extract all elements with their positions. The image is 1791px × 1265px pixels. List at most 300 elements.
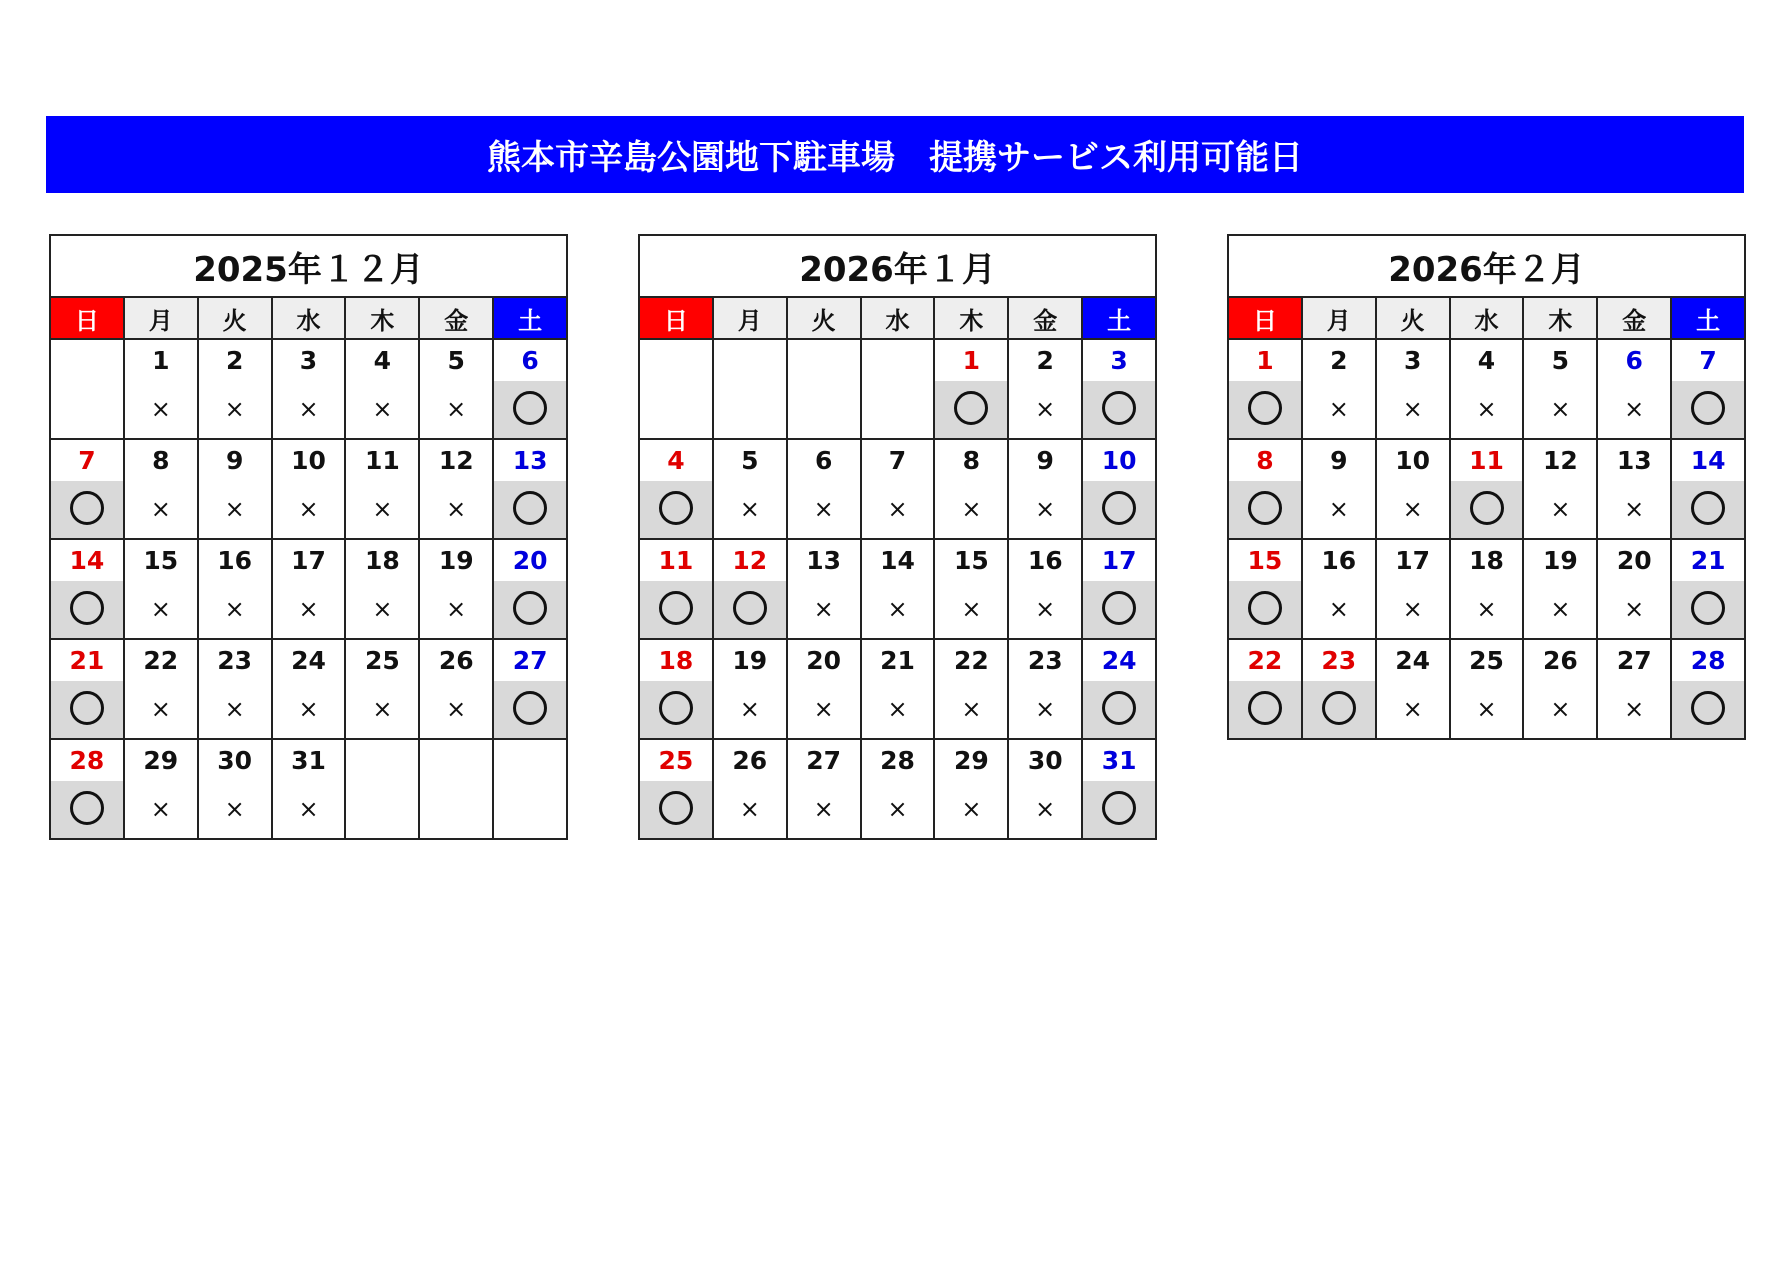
- day-cell: [713, 639, 787, 739]
- unavailable-mark: ×: [739, 495, 760, 523]
- available-mark: [640, 681, 712, 738]
- unavailable-mark: ×: [887, 495, 908, 523]
- available-circle-icon: [733, 591, 767, 625]
- available-mark: [494, 581, 566, 638]
- day-cell: [1597, 439, 1671, 539]
- unavailable-mark: ×: [224, 795, 245, 823]
- unavailable-mark: ×: [224, 595, 245, 623]
- unavailable-mark: ×: [1624, 595, 1645, 623]
- day-cell: [124, 539, 198, 639]
- empty-day-cell: [639, 339, 713, 439]
- unavailable-mark: ×: [150, 495, 171, 523]
- day-number: 19: [438, 546, 474, 575]
- day-number: 25: [364, 646, 400, 675]
- day-cell: [1082, 539, 1156, 639]
- day-number: 30: [217, 746, 253, 775]
- available-circle-icon: [1248, 691, 1282, 725]
- calendar-title-row: [50, 235, 567, 297]
- available-mark: [51, 781, 123, 838]
- unavailable-mark: ×: [1402, 695, 1423, 723]
- available-mark: [494, 381, 566, 438]
- day-number: 4: [1477, 346, 1496, 375]
- day-cell: [1302, 339, 1376, 439]
- available-mark: [51, 681, 123, 738]
- day-cell: [345, 339, 419, 439]
- day-number: 3: [299, 346, 318, 375]
- empty-day-cell: [493, 739, 567, 839]
- day-cell: [272, 439, 346, 539]
- unavailable-mark: ×: [813, 595, 834, 623]
- day-cell: [787, 439, 861, 539]
- day-number: 26: [438, 646, 474, 675]
- weekday-header-row: [639, 297, 1156, 339]
- day-cell: [639, 439, 713, 539]
- weekday-header-5: 金: [419, 297, 493, 339]
- week-row: [1228, 339, 1745, 439]
- day-number: 10: [1395, 446, 1431, 475]
- day-cell: [345, 439, 419, 539]
- calendar-title-row: [639, 235, 1156, 297]
- day-number: 24: [1101, 646, 1137, 675]
- weekday-header-0: 日: [50, 297, 124, 339]
- day-number: 17: [1101, 546, 1137, 575]
- day-number: 29: [143, 746, 179, 775]
- day-cell: [345, 639, 419, 739]
- week-row: [1228, 539, 1745, 639]
- day-number: 27: [1616, 646, 1652, 675]
- day-number: 19: [732, 646, 768, 675]
- unavailable-mark: ×: [298, 595, 319, 623]
- day-number: 16: [1027, 546, 1063, 575]
- weekday-header-0: 日: [639, 297, 713, 339]
- unavailable-mark: ×: [224, 395, 245, 423]
- day-cell: [198, 339, 272, 439]
- day-cell: [272, 539, 346, 639]
- day-cell: [1302, 439, 1376, 539]
- week-row: [50, 739, 567, 839]
- day-cell: [50, 539, 124, 639]
- day-cell: [198, 539, 272, 639]
- day-cell: [1671, 539, 1745, 639]
- weekday-header-6: 土: [1671, 297, 1745, 339]
- day-number: 4: [667, 446, 685, 475]
- day-cell: [1450, 639, 1524, 739]
- day-cell: [1302, 539, 1376, 639]
- day-number: 2: [1330, 346, 1348, 375]
- unavailable-mark: ×: [1035, 795, 1056, 823]
- day-cell: [1523, 339, 1597, 439]
- unavailable-mark: ×: [1035, 395, 1056, 423]
- available-circle-icon: [1691, 491, 1725, 525]
- weekday-header-1: 月: [124, 297, 198, 339]
- day-number: 15: [953, 546, 989, 575]
- day-number: 22: [953, 646, 989, 675]
- day-cell: [1523, 539, 1597, 639]
- page-title: 熊本市辛島公園地下駐車場 提携サービス利用可能日: [487, 138, 1303, 178]
- day-cell: [1671, 439, 1745, 539]
- unavailable-mark: ×: [739, 695, 760, 723]
- week-row: [639, 739, 1156, 839]
- day-cell: [934, 439, 1008, 539]
- day-cell: [1082, 739, 1156, 839]
- available-circle-icon: [1102, 691, 1136, 725]
- unavailable-mark: ×: [298, 395, 319, 423]
- day-number: 12: [732, 546, 768, 575]
- unavailable-mark: ×: [1476, 695, 1497, 723]
- weekday-header-3: 水: [861, 297, 935, 339]
- weekday-header-1: 月: [1302, 297, 1376, 339]
- available-circle-icon: [1102, 391, 1136, 425]
- day-number: 31: [1101, 746, 1137, 775]
- day-number: 7: [78, 446, 96, 475]
- day-cell: [787, 739, 861, 839]
- empty-day-cell: [345, 739, 419, 839]
- weekday-header-row: [1228, 297, 1745, 339]
- day-number: 6: [1625, 346, 1643, 375]
- calendar-december-2025: [49, 234, 568, 840]
- day-number: 25: [658, 746, 694, 775]
- day-number: 1: [1256, 346, 1274, 375]
- day-number: 27: [806, 746, 842, 775]
- available-mark: [640, 481, 712, 538]
- week-row: [50, 539, 567, 639]
- day-number: 8: [962, 446, 981, 475]
- available-circle-icon: [1691, 691, 1725, 725]
- unavailable-mark: ×: [813, 495, 834, 523]
- day-cell: [639, 639, 713, 739]
- day-number: 15: [143, 546, 179, 575]
- day-cell: [1008, 739, 1082, 839]
- weekday-header-2: 火: [1376, 297, 1450, 339]
- day-cell: [1450, 539, 1524, 639]
- empty-day-cell: [787, 339, 861, 439]
- day-number: 28: [69, 746, 105, 775]
- unavailable-mark: ×: [739, 795, 760, 823]
- day-number: 30: [1027, 746, 1063, 775]
- day-number: 21: [880, 646, 915, 675]
- day-number: 17: [1395, 546, 1431, 575]
- day-number: 2: [1036, 346, 1054, 375]
- unavailable-mark: ×: [372, 495, 393, 523]
- unavailable-mark: ×: [298, 495, 319, 523]
- week-row: [639, 339, 1156, 439]
- unavailable-mark: ×: [446, 395, 467, 423]
- day-number: 14: [69, 546, 105, 575]
- day-cell: [1082, 639, 1156, 739]
- available-mark: [51, 481, 123, 538]
- day-cell: [934, 639, 1008, 739]
- day-number: 5: [741, 446, 759, 475]
- day-cell: [198, 439, 272, 539]
- day-cell: [1082, 439, 1156, 539]
- day-number: 12: [1542, 446, 1578, 475]
- day-cell: [419, 639, 493, 739]
- available-circle-icon: [70, 591, 104, 625]
- weekday-header-5: 金: [1008, 297, 1082, 339]
- day-cell: [50, 439, 124, 539]
- available-mark: [1229, 481, 1301, 538]
- unavailable-mark: ×: [1550, 495, 1571, 523]
- day-cell: [639, 539, 713, 639]
- day-number: 6: [814, 446, 833, 475]
- day-number: 18: [658, 646, 694, 675]
- available-mark: [1672, 481, 1744, 538]
- day-cell: [713, 439, 787, 539]
- day-number: 5: [1551, 346, 1570, 375]
- unavailable-mark: ×: [372, 395, 393, 423]
- day-cell: [1376, 339, 1450, 439]
- unavailable-mark: ×: [1402, 595, 1423, 623]
- empty-day-cell: [861, 339, 935, 439]
- available-circle-icon: [1102, 591, 1136, 625]
- unavailable-mark: ×: [961, 695, 982, 723]
- available-circle-icon: [1248, 491, 1282, 525]
- day-number: 23: [1027, 646, 1063, 675]
- unavailable-mark: ×: [1476, 595, 1497, 623]
- unavailable-mark: ×: [1035, 695, 1056, 723]
- day-number: 14: [880, 546, 915, 575]
- unavailable-mark: ×: [446, 695, 467, 723]
- unavailable-mark: ×: [298, 795, 319, 823]
- unavailable-mark: ×: [961, 795, 982, 823]
- day-number: 31: [291, 746, 326, 775]
- day-cell: [1450, 339, 1524, 439]
- available-circle-icon: [1248, 591, 1282, 625]
- week-row: [639, 439, 1156, 539]
- calendar-january-2026: [638, 234, 1157, 840]
- day-cell: [1228, 639, 1302, 739]
- available-mark: [494, 681, 566, 738]
- available-mark: [1672, 681, 1744, 738]
- available-circle-icon: [513, 491, 547, 525]
- available-mark: [1083, 781, 1155, 838]
- day-number: 1: [152, 346, 170, 375]
- weekday-header-1: 月: [713, 297, 787, 339]
- day-cell: [1597, 639, 1671, 739]
- day-number: 7: [888, 446, 907, 475]
- day-cell: [1523, 639, 1597, 739]
- weekday-header-0: 日: [1228, 297, 1302, 339]
- day-cell: [124, 739, 198, 839]
- day-cell: [493, 639, 567, 739]
- day-number: 11: [1469, 446, 1504, 475]
- day-number: 3: [1110, 346, 1128, 375]
- day-number: 15: [1247, 546, 1283, 575]
- available-mark: [51, 581, 123, 638]
- day-number: 5: [447, 346, 465, 375]
- day-number: 16: [217, 546, 253, 575]
- day-number: 22: [143, 646, 179, 675]
- day-cell: [1376, 639, 1450, 739]
- day-number: 2: [225, 346, 244, 375]
- day-number: 19: [1542, 546, 1578, 575]
- available-circle-icon: [1102, 491, 1136, 525]
- day-number: 14: [1690, 446, 1726, 475]
- day-number: 23: [1321, 646, 1357, 675]
- unavailable-mark: ×: [372, 595, 393, 623]
- available-circle-icon: [1102, 791, 1136, 825]
- available-mark: [1672, 581, 1744, 638]
- day-cell: [272, 739, 346, 839]
- week-row: [1228, 639, 1745, 739]
- weekday-header-2: 火: [198, 297, 272, 339]
- available-mark: [1083, 381, 1155, 438]
- day-number: 7: [1699, 346, 1717, 375]
- day-cell: [493, 439, 567, 539]
- unavailable-mark: ×: [224, 695, 245, 723]
- empty-day-cell: [419, 739, 493, 839]
- unavailable-mark: ×: [1328, 595, 1349, 623]
- unavailable-mark: ×: [150, 795, 171, 823]
- day-cell: [787, 639, 861, 739]
- unavailable-mark: ×: [224, 495, 245, 523]
- available-circle-icon: [513, 691, 547, 725]
- day-cell: [124, 439, 198, 539]
- day-number: 21: [69, 646, 105, 675]
- day-number: 29: [953, 746, 989, 775]
- day-cell: [639, 739, 713, 839]
- day-number: 10: [1101, 446, 1137, 475]
- day-number: 10: [291, 446, 326, 475]
- available-mark: [1229, 581, 1301, 638]
- available-circle-icon: [1322, 691, 1356, 725]
- weekday-header-4: 木: [1523, 297, 1597, 339]
- day-number: 28: [880, 746, 915, 775]
- unavailable-mark: ×: [1550, 695, 1571, 723]
- day-cell: [861, 539, 935, 639]
- day-number: 18: [364, 546, 400, 575]
- weekday-header-3: 水: [272, 297, 346, 339]
- available-circle-icon: [513, 391, 547, 425]
- unavailable-mark: ×: [1402, 495, 1423, 523]
- calendar-month-title: 2026年２月: [1228, 235, 1745, 297]
- weekday-header-6: 土: [1082, 297, 1156, 339]
- day-number: 28: [1690, 646, 1726, 675]
- day-cell: [1008, 639, 1082, 739]
- day-number: 17: [291, 546, 326, 575]
- available-mark: [935, 381, 1007, 438]
- day-cell: [1302, 639, 1376, 739]
- day-cell: [272, 639, 346, 739]
- available-circle-icon: [954, 391, 988, 425]
- day-cell: [1008, 339, 1082, 439]
- unavailable-mark: ×: [150, 395, 171, 423]
- available-mark: [1229, 381, 1301, 438]
- weekday-header-6: 土: [493, 297, 567, 339]
- day-number: 9: [1330, 446, 1348, 475]
- day-cell: [861, 439, 935, 539]
- day-cell: [1450, 439, 1524, 539]
- day-cell: [419, 339, 493, 439]
- day-number: 24: [1395, 646, 1431, 675]
- day-cell: [198, 739, 272, 839]
- day-cell: [1008, 439, 1082, 539]
- unavailable-mark: ×: [1476, 395, 1497, 423]
- page-title-banner: [46, 116, 1744, 193]
- day-number: 4: [373, 346, 392, 375]
- day-number: 24: [291, 646, 326, 675]
- day-number: 21: [1690, 546, 1726, 575]
- weekday-header-2: 火: [787, 297, 861, 339]
- weekday-header-3: 水: [1450, 297, 1524, 339]
- day-number: 9: [1036, 446, 1054, 475]
- unavailable-mark: ×: [813, 695, 834, 723]
- day-cell: [1376, 539, 1450, 639]
- day-number: 13: [512, 446, 548, 475]
- unavailable-mark: ×: [1550, 395, 1571, 423]
- weekday-header-4: 木: [345, 297, 419, 339]
- available-mark: [1083, 681, 1155, 738]
- unavailable-mark: ×: [1550, 595, 1571, 623]
- day-number: 13: [806, 546, 842, 575]
- day-cell: [272, 339, 346, 439]
- day-cell: [1228, 339, 1302, 439]
- available-circle-icon: [659, 491, 693, 525]
- unavailable-mark: ×: [887, 795, 908, 823]
- unavailable-mark: ×: [1035, 495, 1056, 523]
- day-number: 3: [1403, 346, 1422, 375]
- unavailable-mark: ×: [1402, 395, 1423, 423]
- day-number: 8: [152, 446, 170, 475]
- empty-day-cell: [713, 339, 787, 439]
- unavailable-mark: ×: [961, 595, 982, 623]
- day-cell: [1376, 439, 1450, 539]
- day-number: 11: [364, 446, 400, 475]
- available-circle-icon: [513, 591, 547, 625]
- day-cell: [934, 339, 1008, 439]
- unavailable-mark: ×: [887, 695, 908, 723]
- unavailable-mark: ×: [1624, 395, 1645, 423]
- day-cell: [934, 539, 1008, 639]
- day-cell: [50, 639, 124, 739]
- unavailable-mark: ×: [298, 695, 319, 723]
- week-row: [1228, 439, 1745, 539]
- available-mark: [1229, 681, 1301, 738]
- available-mark: [640, 581, 712, 638]
- day-cell: [713, 539, 787, 639]
- week-row: [639, 639, 1156, 739]
- day-cell: [1228, 439, 1302, 539]
- day-cell: [861, 639, 935, 739]
- day-number: 16: [1321, 546, 1357, 575]
- calendar-month-title: 2026年１月: [639, 235, 1156, 297]
- available-mark: [494, 481, 566, 538]
- unavailable-mark: ×: [813, 795, 834, 823]
- unavailable-mark: ×: [372, 695, 393, 723]
- day-cell: [1228, 539, 1302, 639]
- unavailable-mark: ×: [961, 495, 982, 523]
- day-number: 26: [732, 746, 768, 775]
- day-number: 26: [1542, 646, 1578, 675]
- day-cell: [1523, 439, 1597, 539]
- day-cell: [934, 739, 1008, 839]
- day-cell: [419, 539, 493, 639]
- day-number: 8: [1256, 446, 1274, 475]
- day-cell: [1008, 539, 1082, 639]
- week-row: [50, 439, 567, 539]
- calendar-title-row: [1228, 235, 1745, 297]
- day-number: 20: [806, 646, 842, 675]
- day-cell: [1597, 339, 1671, 439]
- available-mark: [1083, 581, 1155, 638]
- unavailable-mark: ×: [887, 595, 908, 623]
- day-cell: [1671, 339, 1745, 439]
- week-row: [50, 339, 567, 439]
- available-mark: [714, 581, 786, 638]
- week-row: [639, 539, 1156, 639]
- available-mark: [1451, 481, 1523, 538]
- weekday-header-4: 木: [934, 297, 1008, 339]
